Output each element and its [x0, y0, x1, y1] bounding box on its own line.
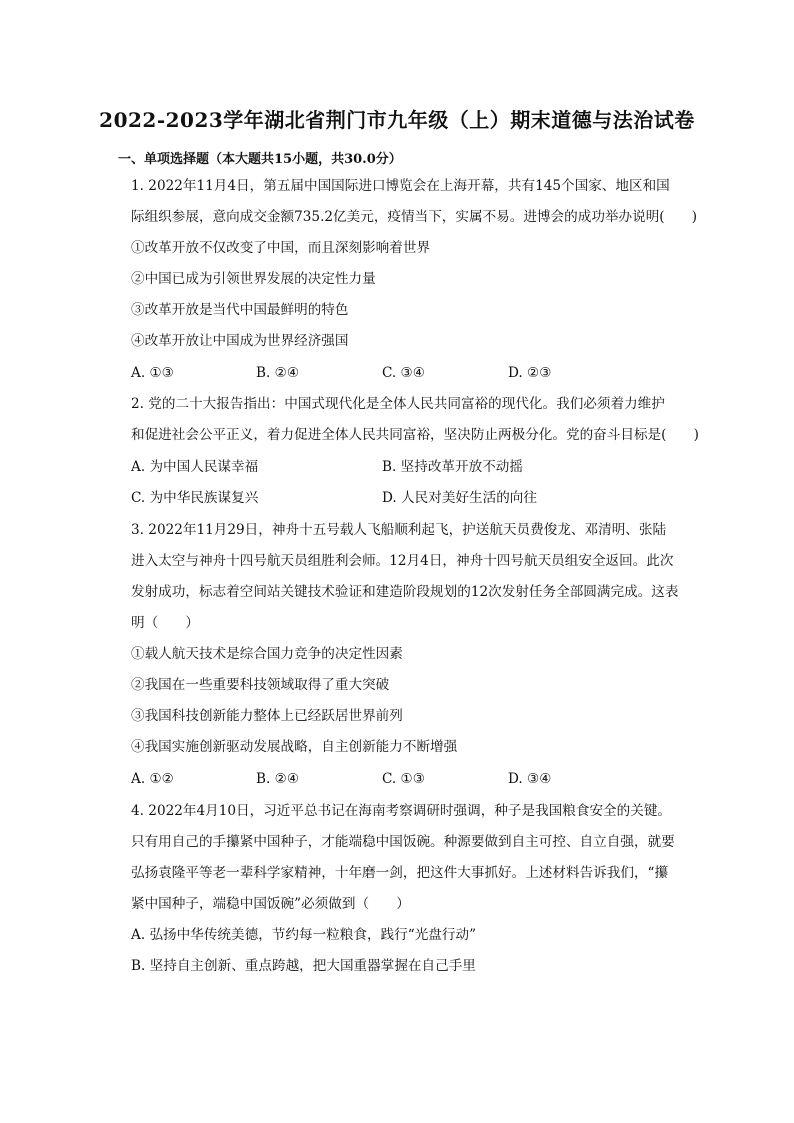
question-2-option-b: B. 坚持改革开放不动摇 — [382, 459, 523, 475]
question-3-statement: ②我国在一些重要科技领域取得了重大突破 — [131, 677, 390, 693]
page-title: 2022-2023学年湖北省荆门市九年级（上）期末道德与法治试卷 — [99, 108, 695, 132]
question-3-option-a: A. ①② — [131, 771, 174, 787]
question-3-line: 明（ ） — [131, 615, 199, 631]
question-1-option-a: A. ①③ — [131, 365, 174, 381]
question-1-line: 际组织参展，意向成交金额735.2亿美元，疫情当下，实属不易。进博会的成功举办说明( ) — [131, 209, 698, 225]
question-1-statement: ③改革开放是当代中国最鲜明的特色 — [131, 302, 349, 318]
question-3-option-c: C. ①③ — [382, 771, 425, 787]
question-2-option-d: D. 人民对美好生活的向往 — [382, 490, 537, 506]
question-3-line: 3. 2022年11月29日，神舟十五号载人飞船顺利起飞，护送航天员费俊龙、邓清明、张陆 — [131, 522, 667, 538]
question-1-option-b: B. ②④ — [256, 365, 300, 381]
question-1-statement: ④改革开放让中国成为世界经济强国 — [131, 333, 349, 349]
question-3-statement: ③我国科技创新能力整体上已经跃居世界前列 — [131, 708, 403, 724]
question-2-option-a: A. 为中国人民谋幸福 — [131, 459, 259, 475]
question-2-line: 2. 党的二十大报告指出：中国式现代化是全体人民共同富裕的现代化。我们必须着力维护 — [131, 396, 665, 412]
question-2-line: 和促进社会公平正义，着力促进全体人民共同富裕，坚决防止两极分化。党的奋斗目标是( ) — [131, 427, 699, 443]
question-4-option-b: B. 坚持自主创新、重点跨越，把大国重器掌握在自己手里 — [131, 958, 476, 974]
question-4-line: 4. 2022年4月10日，习近平总书记在海南考察调研时强调，种子是我国粮食安全的关键。 — [131, 803, 672, 819]
question-4-line: 紧中国种子，端稳中国饭碗”必须做到（ ） — [131, 896, 410, 912]
question-3-option-d: D. ③④ — [508, 771, 552, 787]
question-3-statement: ①载人航天技术是综合国力竞争的决定性因素 — [131, 646, 403, 662]
question-4-line: 弘扬袁隆平等老一辈科学家精神，十年磨一剑，把这件大事抓好。上述材料告诉我们，“攥 — [131, 865, 669, 881]
question-3-line: 发射成功，标志着空间站关键技术验证和建造阶段规划的12次发射任务全部圆满完成。这表 — [131, 584, 679, 600]
question-2-option-c: C. 为中华民族谋复兴 — [131, 490, 259, 506]
question-1-statement: ②中国已成为引领世界发展的决定性力量 — [131, 271, 376, 287]
question-1-statement: ①改革开放不仅改变了中国，而且深刻影响着世界 — [131, 240, 431, 256]
question-1-option-c: C. ③④ — [382, 365, 425, 381]
question-1-option-d: D. ②③ — [508, 365, 552, 381]
question-1-line: 1. 2022年11月4日，第五届中国国际进口博览会在上海开幕，共有145个国家、地区和国 — [131, 178, 670, 194]
section-heading: 一、单项选择题（本大题共15小题，共30.0分） — [118, 152, 402, 167]
question-4-line: 只有用自己的手攥紧中国种子，才能端稳中国饭碗。种源要做到自主可控、自立自强，就要 — [131, 834, 675, 850]
question-3-statement: ④我国实施创新驱动发展战略，自主创新能力不断增强 — [131, 739, 458, 755]
question-3-option-b: B. ②④ — [256, 771, 300, 787]
question-4-option-a: A. 弘扬中华传统美德，节约每一粒粮食，践行“光盘行动” — [131, 927, 477, 943]
question-3-line: 进入太空与神舟十四号航天员组胜利会师。12月4日，神舟十四号航天员组安全返回。此次 — [131, 553, 674, 569]
